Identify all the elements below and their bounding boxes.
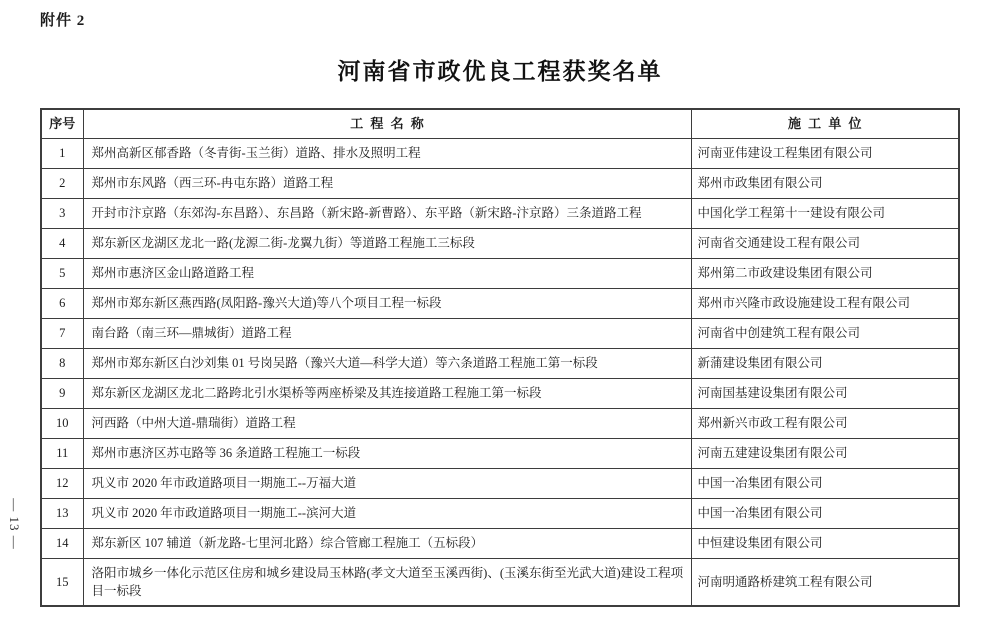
row-no-cell: 2 xyxy=(41,169,83,199)
unit-cell: 河南亚伟建设工程集团有限公司 xyxy=(691,139,959,169)
table-row xyxy=(41,349,959,379)
project-name-cell: 郑州市郑东新区燕西路(凤阳路-豫兴大道)等八个项目工程一标段 xyxy=(83,289,691,319)
project-name-cell: 洛阳市城乡一体化示范区住房和城乡建设局玉林路(孝文大道至玉溪西街)、(玉溪东街至光武大道)建设工程项目一标段 xyxy=(83,559,691,607)
unit-cell: 河南明通路桥建筑工程有限公司 xyxy=(691,559,959,607)
row-no-cell: 13 xyxy=(41,499,83,529)
awards-table xyxy=(40,108,960,607)
table-row xyxy=(41,139,959,169)
project-name-cell: 郑东新区龙湖区龙北二路跨北引水渠桥等两座桥梁及其连接道路工程施工第一标段 xyxy=(83,379,691,409)
row-no-cell: 6 xyxy=(41,289,83,319)
table-row xyxy=(41,379,959,409)
unit-cell: 郑州第二市政建设集团有限公司 xyxy=(691,259,959,289)
project-name-cell: 郑州市郑东新区白沙刘集 01 号岗吴路（豫兴大道—科学大道）等六条道路工程施工第一标段 xyxy=(83,349,691,379)
project-name-cell: 南台路（南三环—鼎城街）道路工程 xyxy=(83,319,691,349)
project-name-cell: 开封市汴京路（东郊沟-东昌路）、东昌路（新宋路-新曹路）、东平路（新宋路-汴京路）三条道路工程 xyxy=(83,199,691,229)
header-no: 序号 xyxy=(41,109,83,139)
project-name-cell: 郑州市惠济区苏屯路等 36 条道路工程施工一标段 xyxy=(83,439,691,469)
project-name-cell: 郑东新区 107 辅道（新龙路-七里河北路）综合管廊工程施工（五标段） xyxy=(83,529,691,559)
unit-cell: 河南省中创建筑工程有限公司 xyxy=(691,319,959,349)
project-name-cell: 巩义市 2020 年市政道路项目一期施工--万福大道 xyxy=(83,469,691,499)
header-construction-unit: 施工单位 xyxy=(691,109,959,139)
header-project-name: 工程名称 xyxy=(83,109,691,139)
row-no-cell: 15 xyxy=(41,559,83,607)
unit-cell: 郑州新兴市政工程有限公司 xyxy=(691,409,959,439)
project-name-cell: 郑州市东风路（西三环-冉屯东路）道路工程 xyxy=(83,169,691,199)
attachment-label: 附件 2 xyxy=(40,13,86,29)
unit-cell: 河南省交通建设工程有限公司 xyxy=(691,229,959,259)
table-row xyxy=(41,439,959,469)
row-no-cell: 14 xyxy=(41,529,83,559)
row-no-cell: 3 xyxy=(41,199,83,229)
unit-cell: 河南五建建设集团有限公司 xyxy=(691,439,959,469)
table-row xyxy=(41,559,959,607)
row-no-cell: 7 xyxy=(41,319,83,349)
table-row xyxy=(41,259,959,289)
table-row xyxy=(41,169,959,199)
page-number-text: — 13 — xyxy=(7,498,22,550)
table-row xyxy=(41,469,959,499)
unit-cell: 中国一冶集团有限公司 xyxy=(691,499,959,529)
project-name-cell: 巩义市 2020 年市政道路项目一期施工--滨河大道 xyxy=(83,499,691,529)
row-no-cell: 5 xyxy=(41,259,83,289)
project-name-cell: 郑州市惠济区金山路道路工程 xyxy=(83,259,691,289)
unit-cell: 郑州市政集团有限公司 xyxy=(691,169,959,199)
unit-cell: 中恒建设集团有限公司 xyxy=(691,529,959,559)
unit-cell: 郑州市兴隆市政设施建设工程有限公司 xyxy=(691,289,959,319)
unit-cell: 河南国基建设集团有限公司 xyxy=(691,379,959,409)
row-no-cell: 4 xyxy=(41,229,83,259)
row-no-cell: 8 xyxy=(41,349,83,379)
table-row xyxy=(41,289,959,319)
table-row xyxy=(41,409,959,439)
table-row xyxy=(41,319,959,349)
project-name-cell: 郑州高新区郁香路（冬青街-玉兰街）道路、排水及照明工程 xyxy=(83,139,691,169)
row-no-cell: 12 xyxy=(41,469,83,499)
table-row xyxy=(41,229,959,259)
unit-cell: 中国一冶集团有限公司 xyxy=(691,469,959,499)
page-number xyxy=(1,486,27,562)
table-row xyxy=(41,199,959,229)
project-name-cell: 河西路（中州大道-鼎瑞街）道路工程 xyxy=(83,409,691,439)
page-title: 河南省市政优良工程获奖名单 xyxy=(337,58,663,84)
table-header-row xyxy=(41,109,959,139)
unit-cell: 中国化学工程第十一建设有限公司 xyxy=(691,199,959,229)
project-name-cell: 郑东新区龙湖区龙北一路(龙源二街-龙翼九街）等道路工程施工三标段 xyxy=(83,229,691,259)
table-row xyxy=(41,529,959,559)
row-no-cell: 9 xyxy=(41,379,83,409)
unit-cell: 新蒲建设集团有限公司 xyxy=(691,349,959,379)
row-no-cell: 10 xyxy=(41,409,83,439)
row-no-cell: 1 xyxy=(41,139,83,169)
row-no-cell: 11 xyxy=(41,439,83,469)
table-row xyxy=(41,499,959,529)
